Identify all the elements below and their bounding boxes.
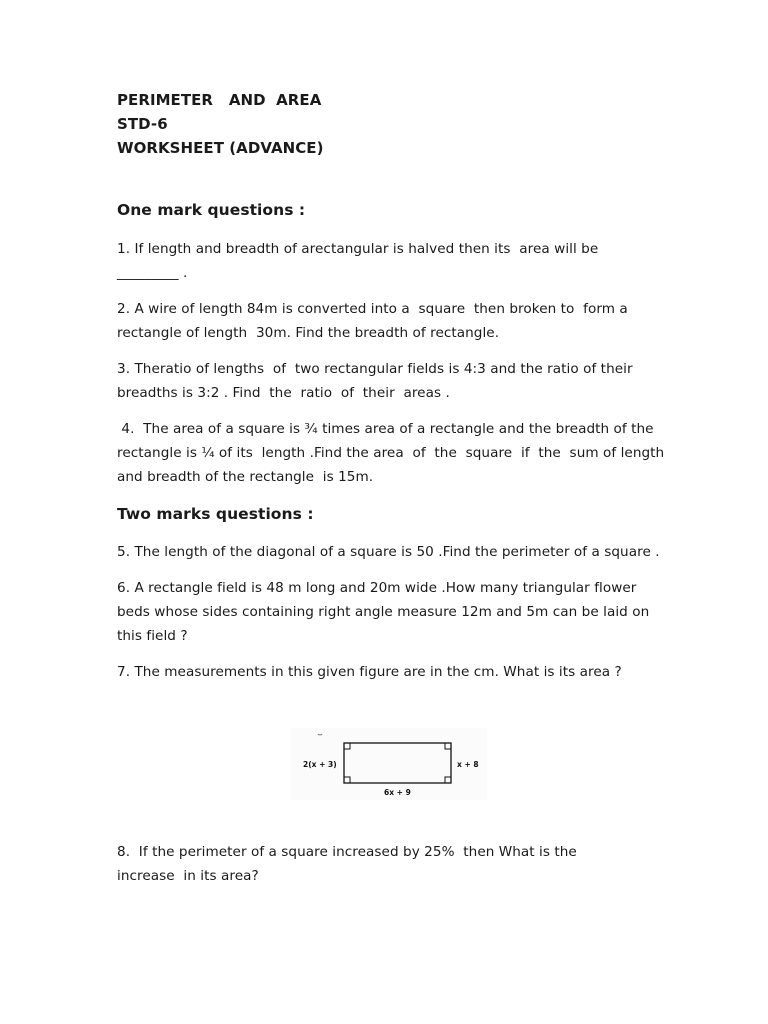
right-side-label: x + 8 [457,760,479,769]
question-3-line-1: 3. Theratio of lengths of two rectangular fields is 4:3 and the ratio of their [117,361,633,377]
question-8-line-2: increase in its area? [117,868,259,884]
left-side-label: 2(x + 3) [303,760,337,769]
question-6-line-3: this field ? [117,628,188,644]
question-6-line-2: beds whose sides containing right angle measure 12m and 5m can be laid on [117,604,650,620]
question-8-line-1: 8. If the perimeter of a square increased by 25% then What is the [117,844,577,860]
question-6-line-1: 6. A rectangle field is 48 m long and 20m wide .How many triangular flower [117,580,637,596]
question-7-line-1: 7. The measurements in this given figure are in the cm. What is its area ? [117,664,622,680]
question-4-line-3: and breadth of the rectangle is 15m. [117,469,374,485]
question-1-line-1: 1. If length and breadth of arectangular is halved then its area will be [117,241,599,257]
question-1-line-2: _________ . [117,265,188,281]
question-4-line-2: rectangle is ¼ of its length .Find the area of the square if the sum of length [117,445,665,461]
question-4-line-1: 4. The area of a square is ¾ times area of a rectangle and the breadth of the [117,421,654,437]
bottom-side-label: 6x + 9 [384,788,411,797]
section-one-mark: One mark questions : [117,201,306,219]
title-standard: STD-6 [117,115,168,133]
rectangle-figure [291,728,487,800]
question-5-line-1: 5. The length of the diagonal of a square is 50 .Find the perimeter of a square . [117,544,660,560]
title-worksheet: WORKSHEET (ADVANCE) [117,139,324,157]
title-perimeter-area: PERIMETER AND AREA [117,91,322,109]
question-2-line-2: rectangle of length 30m. Find the breadth of rectangle. [117,325,500,341]
question-2-line-1: 2. A wire of length 84m is converted into a square then broken to form a [117,301,628,317]
section-two-marks: Two marks questions : [117,505,314,523]
question-3-line-2: breadths is 3:2 . Find the ratio of their areas . [117,385,450,401]
rectangle-diagram [291,728,487,800]
